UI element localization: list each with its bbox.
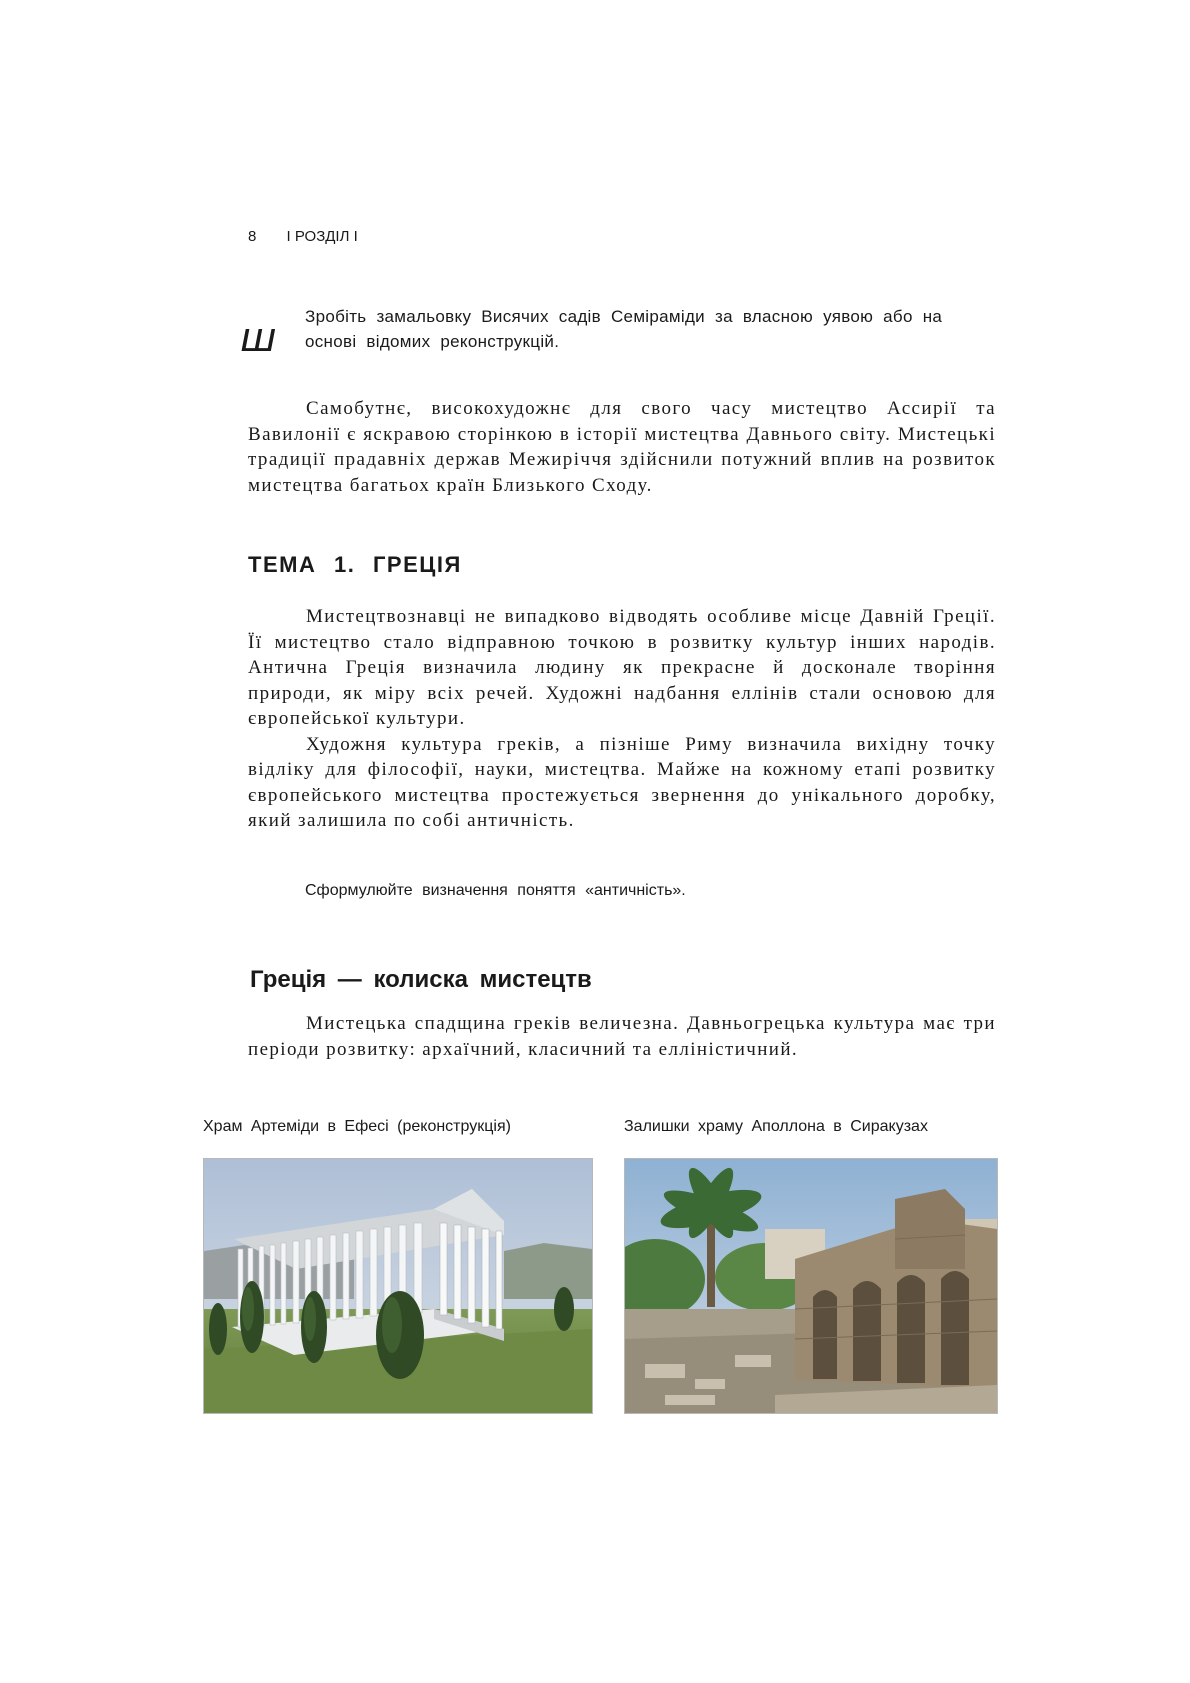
task-pencil-icon: ш xyxy=(240,315,277,361)
subheading-paragraph: Мистецька спадщина греків величезна. Давньогрецька культура має три періоди розвитку: архаїчний, класичний та елліністичний. xyxy=(248,1013,996,1060)
page-number: 8 xyxy=(248,228,257,245)
theme-paragraph-1: Мистецтвознавці не випадково відводять особливе місце Давній Греції. Її мистецтво стало відправною точкою в розвитку культур інших народів. Антична Греція визначила людину як прекрасне й досконале творіння природи, як міру всіх речей. Художні надбання еллінів стали основою для європейської культури. xyxy=(248,606,996,729)
temple-of-apollo-ruins-photo xyxy=(624,1158,998,1414)
intro-paragraph xyxy=(248,396,996,498)
subheading: Греція — колиска мистецтв xyxy=(250,966,592,993)
subheading-body xyxy=(248,1011,996,1062)
section-label: I РОЗДІЛ I xyxy=(286,228,358,245)
theme-label: ТЕМА xyxy=(248,552,317,577)
question-text: Сформулюйте визначення поняття «античність». xyxy=(305,882,686,899)
theme-body xyxy=(248,604,996,834)
temple-of-artemis-photo xyxy=(203,1158,593,1414)
intro-paragraph-text: Самобутнє, високохудожнє для свого часу мистецтво Ассирії та Вавилонії є яскравою сторінкою в історії мистецтва Давнього світу. Мистецькі традиції прадавніх держав Межиріччя здійснили потужний вплив на розвиток мистецтва багатьох країн Близького Сходу. xyxy=(248,398,996,496)
task-text: Зробіть замальовку Висячих садів Семіраміди за власною уявою або на основі відомих реконструкцій. xyxy=(305,307,943,351)
theme-paragraph-2: Художня культура греків, а пізніше Риму визначила вихідну точку відліку для філософії, науки, мистецтва. Майже на кожному етапі розвитку європейського мистецтва простежується звернення до унікального доробку, який залишила по собі античність. xyxy=(248,733,996,831)
theme-number: 1. xyxy=(333,552,356,577)
page-header xyxy=(248,228,358,245)
theme-title: ГРЕЦІЯ xyxy=(372,552,462,577)
figure-2-caption: Залишки храму Аполлона в Сиракузах xyxy=(624,1118,928,1135)
figure-1-caption: Храм Артеміди в Ефесі (реконструкція) xyxy=(203,1118,511,1135)
theme-heading xyxy=(248,552,472,578)
